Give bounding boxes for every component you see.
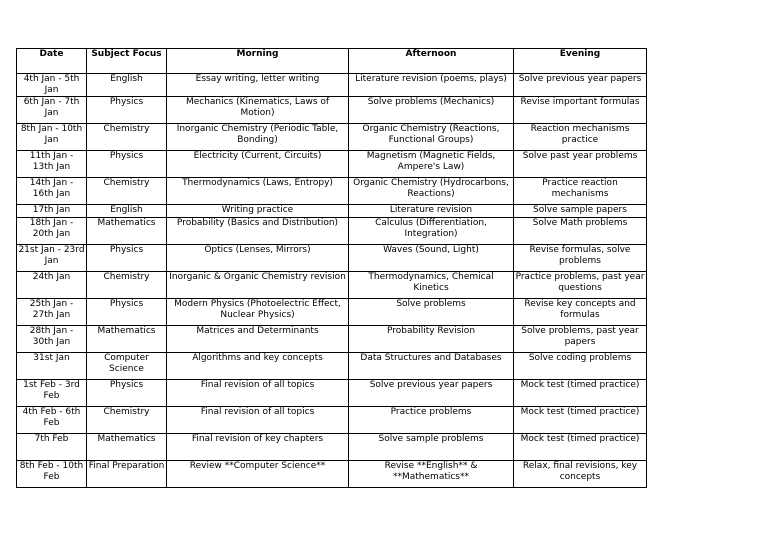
cell-date: 24th Jan — [17, 272, 87, 299]
cell-afternoon: Organic Chemistry (Reactions, Functional Groups) — [349, 124, 514, 151]
cell-date: 17th Jan — [17, 205, 87, 218]
cell-subject: Computer Science — [87, 353, 167, 380]
cell-date: 4th Feb - 6th Feb — [17, 407, 87, 434]
table-row — [17, 461, 647, 488]
cell-date: 4th Jan - 5th Jan — [17, 74, 87, 97]
cell-date: 8th Feb - 10th Feb — [17, 461, 87, 488]
cell-morning: Inorganic Chemistry (Periodic Table, Bonding) — [167, 124, 349, 151]
cell-subject: Chemistry — [87, 124, 167, 151]
cell-afternoon: Solve problems — [349, 299, 514, 326]
cell-morning: Probability (Basics and Distribution) — [167, 218, 349, 245]
table-header-row — [17, 49, 647, 74]
cell-afternoon: Solve previous year papers — [349, 380, 514, 407]
table-row — [17, 205, 647, 218]
cell-evening: Practice reaction mechanisms — [514, 178, 647, 205]
cell-date: 25th Jan - 27th Jan — [17, 299, 87, 326]
cell-subject: Chemistry — [87, 407, 167, 434]
cell-evening: Solve Math problems — [514, 218, 647, 245]
table-row — [17, 272, 647, 299]
cell-morning: Final revision of key chapters — [167, 434, 349, 461]
table-row — [17, 353, 647, 380]
cell-evening: Mock test (timed practice) — [514, 434, 647, 461]
cell-date: 6th Jan - 7th Jan — [17, 97, 87, 124]
table-row — [17, 124, 647, 151]
cell-morning: Matrices and Determinants — [167, 326, 349, 353]
cell-date: 28th Jan - 30th Jan — [17, 326, 87, 353]
cell-evening: Solve problems, past year papers — [514, 326, 647, 353]
cell-evening: Solve past year problems — [514, 151, 647, 178]
cell-date: 1st Feb - 3rd Feb — [17, 380, 87, 407]
cell-afternoon: Practice problems — [349, 407, 514, 434]
cell-subject: Final Preparation — [87, 461, 167, 488]
cell-afternoon: Literature revision — [349, 205, 514, 218]
cell-morning: Modern Physics (Photoelectric Effect, Nuclear Physics) — [167, 299, 349, 326]
cell-subject: English — [87, 74, 167, 97]
cell-morning: Final revision of all topics — [167, 407, 349, 434]
cell-subject: English — [87, 205, 167, 218]
table-row — [17, 218, 647, 245]
cell-date: 14th Jan - 16th Jan — [17, 178, 87, 205]
cell-morning: Review **Computer Science** — [167, 461, 349, 488]
cell-date: 21st Jan - 23rd Jan — [17, 245, 87, 272]
cell-afternoon: Solve sample problems — [349, 434, 514, 461]
cell-evening: Revise important formulas — [514, 97, 647, 124]
cell-morning: Essay writing, letter writing — [167, 74, 349, 97]
cell-afternoon: Revise **English** & **Mathematics** — [349, 461, 514, 488]
table-row — [17, 178, 647, 205]
header-evening: Evening — [514, 49, 647, 74]
table-body — [17, 74, 647, 488]
cell-evening: Solve previous year papers — [514, 74, 647, 97]
table-row — [17, 245, 647, 272]
cell-evening: Revise formulas, solve problems — [514, 245, 647, 272]
cell-morning: Final revision of all topics — [167, 380, 349, 407]
cell-date: 18th Jan - 20th Jan — [17, 218, 87, 245]
cell-afternoon: Literature revision (poems, plays) — [349, 74, 514, 97]
cell-afternoon: Probability Revision — [349, 326, 514, 353]
cell-subject: Physics — [87, 245, 167, 272]
table-row — [17, 407, 647, 434]
cell-subject: Chemistry — [87, 272, 167, 299]
table-row — [17, 326, 647, 353]
cell-afternoon: Waves (Sound, Light) — [349, 245, 514, 272]
cell-subject: Physics — [87, 151, 167, 178]
cell-afternoon: Magnetism (Magnetic Fields, Ampere's Law) — [349, 151, 514, 178]
cell-subject: Physics — [87, 97, 167, 124]
cell-evening: Revise key concepts and formulas — [514, 299, 647, 326]
cell-subject: Chemistry — [87, 178, 167, 205]
cell-evening: Mock test (timed practice) — [514, 407, 647, 434]
cell-afternoon: Thermodynamics, Chemical Kinetics — [349, 272, 514, 299]
cell-evening: Relax, final revisions, key concepts — [514, 461, 647, 488]
cell-evening: Mock test (timed practice) — [514, 380, 647, 407]
table-row — [17, 434, 647, 461]
cell-morning: Writing practice — [167, 205, 349, 218]
cell-date: 7th Feb — [17, 434, 87, 461]
cell-evening: Solve coding problems — [514, 353, 647, 380]
cell-morning: Optics (Lenses, Mirrors) — [167, 245, 349, 272]
cell-morning: Algorithms and key concepts — [167, 353, 349, 380]
cell-subject: Physics — [87, 380, 167, 407]
table-row — [17, 74, 647, 97]
cell-morning: Thermodynamics (Laws, Entropy) — [167, 178, 349, 205]
cell-date: 31st Jan — [17, 353, 87, 380]
cell-afternoon: Solve problems (Mechanics) — [349, 97, 514, 124]
cell-subject: Mathematics — [87, 218, 167, 245]
header-subject-focus: Subject Focus — [87, 49, 167, 74]
table-row — [17, 380, 647, 407]
cell-subject: Mathematics — [87, 326, 167, 353]
table-row — [17, 97, 647, 124]
cell-afternoon: Organic Chemistry (Hydrocarbons, Reactions) — [349, 178, 514, 205]
header-date: Date — [17, 49, 87, 74]
header-morning: Morning — [167, 49, 349, 74]
cell-afternoon: Calculus (Differentiation, Integration) — [349, 218, 514, 245]
cell-afternoon: Data Structures and Databases — [349, 353, 514, 380]
cell-evening: Solve sample papers — [514, 205, 647, 218]
study-schedule-table — [16, 48, 647, 488]
cell-date: 11th Jan - 13th Jan — [17, 151, 87, 178]
header-afternoon: Afternoon — [349, 49, 514, 74]
cell-date: 8th Jan - 10th Jan — [17, 124, 87, 151]
cell-subject: Physics — [87, 299, 167, 326]
cell-subject: Mathematics — [87, 434, 167, 461]
cell-evening: Reaction mechanisms practice — [514, 124, 647, 151]
table-row — [17, 299, 647, 326]
cell-morning: Inorganic & Organic Chemistry revision — [167, 272, 349, 299]
cell-morning: Electricity (Current, Circuits) — [167, 151, 349, 178]
cell-morning: Mechanics (Kinematics, Laws of Motion) — [167, 97, 349, 124]
cell-evening: Practice problems, past year questions — [514, 272, 647, 299]
table-row — [17, 151, 647, 178]
